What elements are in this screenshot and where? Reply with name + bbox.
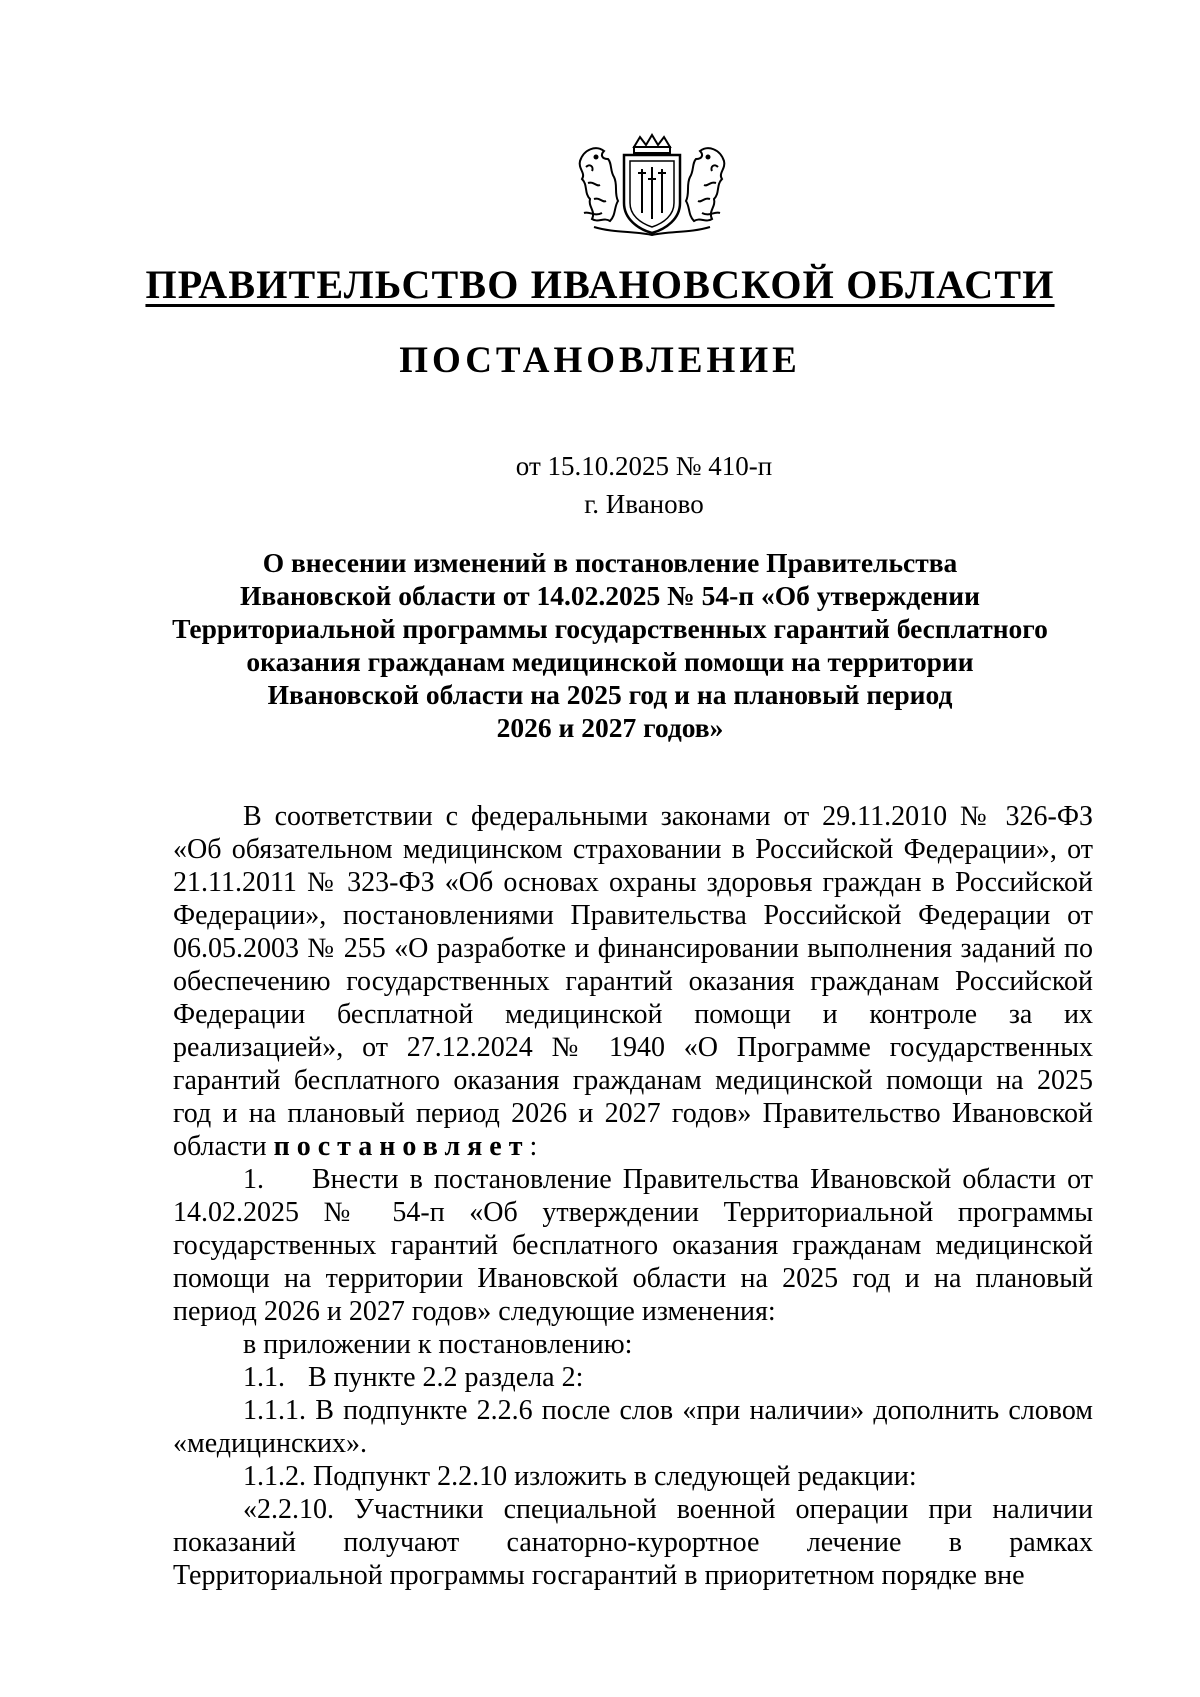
item-1-1-1-paragraph: 1.1.1. В подпункте 2.2.6 после слов «при наличии» дополнить словом «медицинских». [173, 1395, 1093, 1459]
item-1-1-number: 1.1. [243, 1362, 285, 1393]
government-title [0, 260, 1200, 310]
item-1-1-2-paragraph: 1.1.2. Подпункт 2.2.10 изложить в следующей редакции: [243, 1461, 917, 1492]
document-body [173, 800, 1093, 1592]
subject-line: 2026 и 2027 годов» [496, 712, 724, 743]
preamble-paragraph [173, 800, 1093, 1163]
subject-line: оказания гражданам медицинской помощи на территории [246, 646, 974, 677]
annex-paragraph: в приложении к постановлению: [243, 1329, 633, 1360]
item-1-1-paragraph [173, 1361, 1093, 1394]
coat-of-arms-icon [574, 133, 730, 237]
subject-line: Территориальной программы государственных гарантий бесплатного [172, 613, 1048, 644]
preamble-text: В соответствии с федеральными законами от 29.11.2010 № 326-ФЗ «Об обязательном медицинском страховании в Российской Федерации», от 21.11.2011 № 323-ФЗ «Об основах охраны здоровья граждан в Российской Федерации», постановлениями Правительства Российской Федерации от 06.05.2003 № 255 «О разработке и финансировании выполнения заданий по обеспечению государственных гарантий оказания гражданам Российской Федерации бесплатной медицинской помощи и контроле за их реализацией», от 27.12.2024 № 1940 «О Программе государственных гарантий бесплатного оказания гражданам медицинской помощи на 2025 год и на плановый период 2026 и 2027 годов» Правительство Ивановской области [173, 801, 1093, 1162]
subject-line: Ивановской области на 2025 год и на плановый период [267, 679, 953, 710]
quote-2-2-10-paragraph: «2.2.10. Участники специальной военной операции при наличии показаний получают санаторно-курортное лечение в рамках Территориальной программы госгарантий в приоритетном порядке вне [173, 1494, 1093, 1591]
decree-tail: : [529, 1131, 538, 1162]
item-1-number: 1. [243, 1164, 264, 1195]
item-1-1-text: В пункте 2.2 раздела 2: [308, 1362, 584, 1393]
subject-line: Ивановской области от 14.02.2025 № 54-п «Об утверждении [240, 580, 980, 611]
government-title-text: ПРАВИТЕЛЬСТВО ИВАНОВСКОЙ ОБЛАСТИ [145, 262, 1055, 307]
city: г. Иваново [584, 489, 704, 519]
item-1-text: Внести в постановление Правительства Ивановской области от 14.02.2025 № 54-п «Об утверждении Территориальной программы государственных гарантий бесплатного оказания гражданам медицинской помощи на территории Ивановской области на 2025 год и на плановый период 2026 и 2027 годов» следующие изменения: [173, 1164, 1093, 1327]
document-subject [160, 546, 1060, 744]
item-1-paragraph [173, 1163, 1093, 1328]
decree-word: постановляет [273, 1131, 530, 1162]
document-meta [0, 447, 1200, 523]
date-number: от 15.10.2025 № 410-п [515, 451, 773, 481]
document-type: ПОСТАНОВЛЕНИЕ [399, 340, 801, 381]
subject-line: О внесении изменений в постановление Правительства [262, 547, 958, 578]
